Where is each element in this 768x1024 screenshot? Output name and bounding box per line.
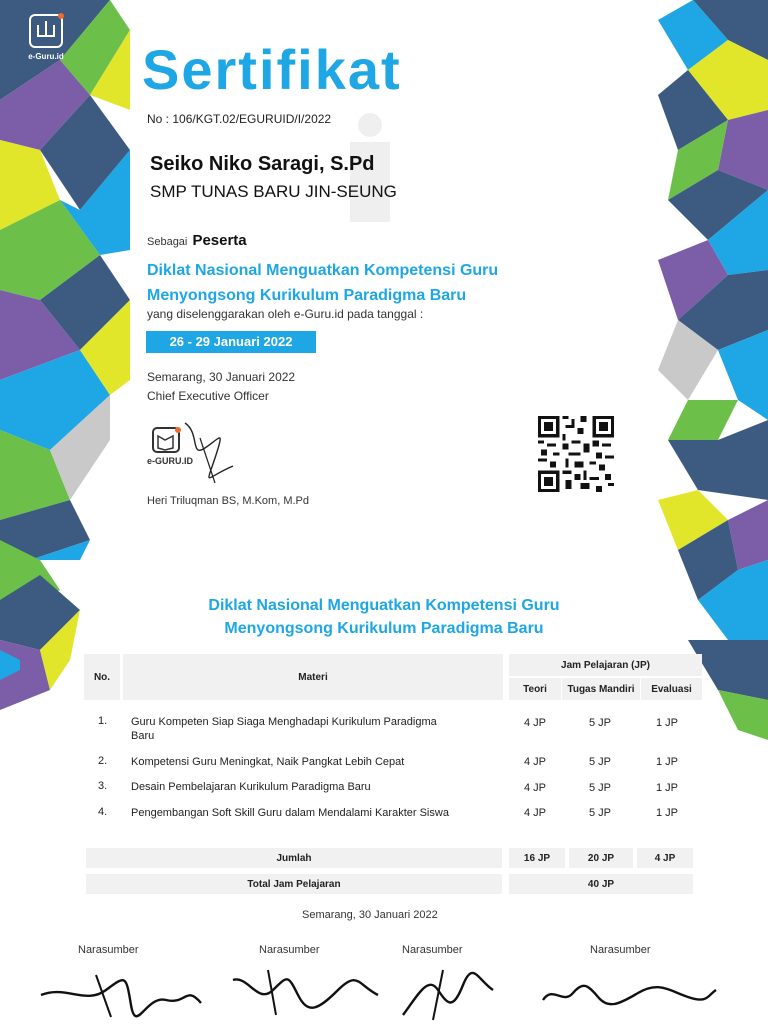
role-value: Peserta	[192, 232, 247, 249]
speaker-2-signature	[228, 965, 388, 1021]
company-stamp	[145, 418, 245, 488]
jumlah-label: Jumlah	[86, 848, 502, 868]
jumlah-teori: 16 JP	[509, 848, 565, 868]
row-2-materi: Kompetensi Guru Meningkat, Naik Pangkat Lebih Cepat	[131, 756, 405, 768]
stamp-text: e-GURU.ID	[147, 456, 194, 466]
row-2-evaluasi: 1 JP	[656, 756, 679, 768]
qr-code-icon	[538, 416, 614, 492]
summary-place-date: Semarang, 30 Januari 2022	[302, 909, 438, 921]
row-3-teori: 4 JP	[524, 782, 547, 794]
speaker-3-signature	[398, 965, 498, 1021]
signer-name: Heri Triluqman BS, M.Kom, M.Pd	[147, 495, 309, 507]
course-title-line2: Menyongsong Kurikulum Paradigma Baru	[147, 287, 467, 304]
organizer-text: yang diselenggarakan oleh e-Guru.id pada tanggal :	[147, 307, 424, 321]
summary-title	[130, 594, 638, 640]
speaker-3-label: Narasumber	[402, 944, 463, 956]
speaker-4-label: Narasumber	[590, 944, 651, 956]
row-4-evaluasi: 1 JP	[656, 807, 679, 819]
row-2-tugas: 5 JP	[589, 756, 612, 768]
left-decorative-border	[0, 0, 130, 1024]
course-title	[147, 258, 498, 308]
speaker-4-signature	[538, 965, 718, 1021]
issue-place-date: Semarang, 30 Januari 2022	[147, 370, 296, 384]
row-3-materi: Desain Pembelajaran Kurikulum Paradigma Baru	[131, 781, 371, 793]
recipient-school: SMP TUNAS BARU JIN-SEUNG	[150, 182, 397, 201]
row-3-tugas: 5 JP	[589, 782, 612, 794]
header-tugas-mandiri: Tugas Mandiri	[562, 678, 640, 700]
row-4-materi: Pengembangan Soft Skill Guru dalam Mendalami Karakter Siswa	[131, 807, 449, 819]
summary-title-line1: Diklat Nasional Menguatkan Kompetensi Guru	[208, 597, 560, 614]
header-no: No.	[84, 654, 120, 700]
row-3-no: 3.	[98, 780, 108, 792]
total-value: 40 JP	[509, 874, 693, 894]
row-4-tugas: 5 JP	[589, 807, 612, 819]
row-1-tugas: 5 JP	[589, 717, 612, 729]
date-range-badge: 26 - 29 Januari 2022	[146, 331, 316, 353]
header-evaluasi: Evaluasi	[641, 678, 702, 700]
eguru-logo	[22, 14, 70, 61]
logo-name: e-Guru.id	[28, 52, 64, 61]
row-1-evaluasi: 1 JP	[656, 717, 679, 729]
header-jp: Jam Pelajaran (JP)	[509, 654, 702, 676]
role-line	[147, 232, 247, 249]
role-prefix: Sebagai	[147, 236, 188, 248]
book-icon	[29, 14, 63, 48]
row-1-no: 1.	[98, 715, 108, 727]
total-label: Total Jam Pelajaran	[86, 874, 502, 894]
row-4-teori: 4 JP	[524, 807, 547, 819]
header-materi: Materi	[123, 654, 503, 700]
row-2-no: 2.	[98, 755, 108, 767]
summary-title-line2: Menyongsong Kurikulum Paradigma Baru	[224, 620, 544, 637]
right-decorative-border	[658, 0, 768, 1024]
course-title-line1: Diklat Nasional Menguatkan Kompetensi Guru	[147, 262, 499, 279]
jumlah-tugas: 20 JP	[569, 848, 633, 868]
row-4-no: 4.	[98, 806, 108, 818]
row-2-teori: 4 JP	[524, 756, 547, 768]
row-1-materi: Guru Kompeten Siap Siaga Menghadapi Kurikulum Paradigma Baru	[131, 716, 437, 742]
certificate-number: No : 106/KGT.02/EGURUID/I/2022	[147, 112, 332, 126]
speaker-1-label: Narasumber	[78, 944, 139, 956]
jumlah-evaluasi: 4 JP	[637, 848, 693, 868]
header-teori: Teori	[509, 678, 561, 700]
speaker-2-label: Narasumber	[259, 944, 320, 956]
signer-title: Chief Executive Officer	[147, 389, 269, 403]
row-1-teori: 4 JP	[524, 717, 547, 729]
recipient-name: Seiko Niko Saragi, S.Pd	[150, 153, 375, 175]
speaker-1-signature	[36, 965, 206, 1021]
certificate-title: Sertifikat	[142, 38, 402, 101]
row-3-evaluasi: 1 JP	[656, 782, 679, 794]
